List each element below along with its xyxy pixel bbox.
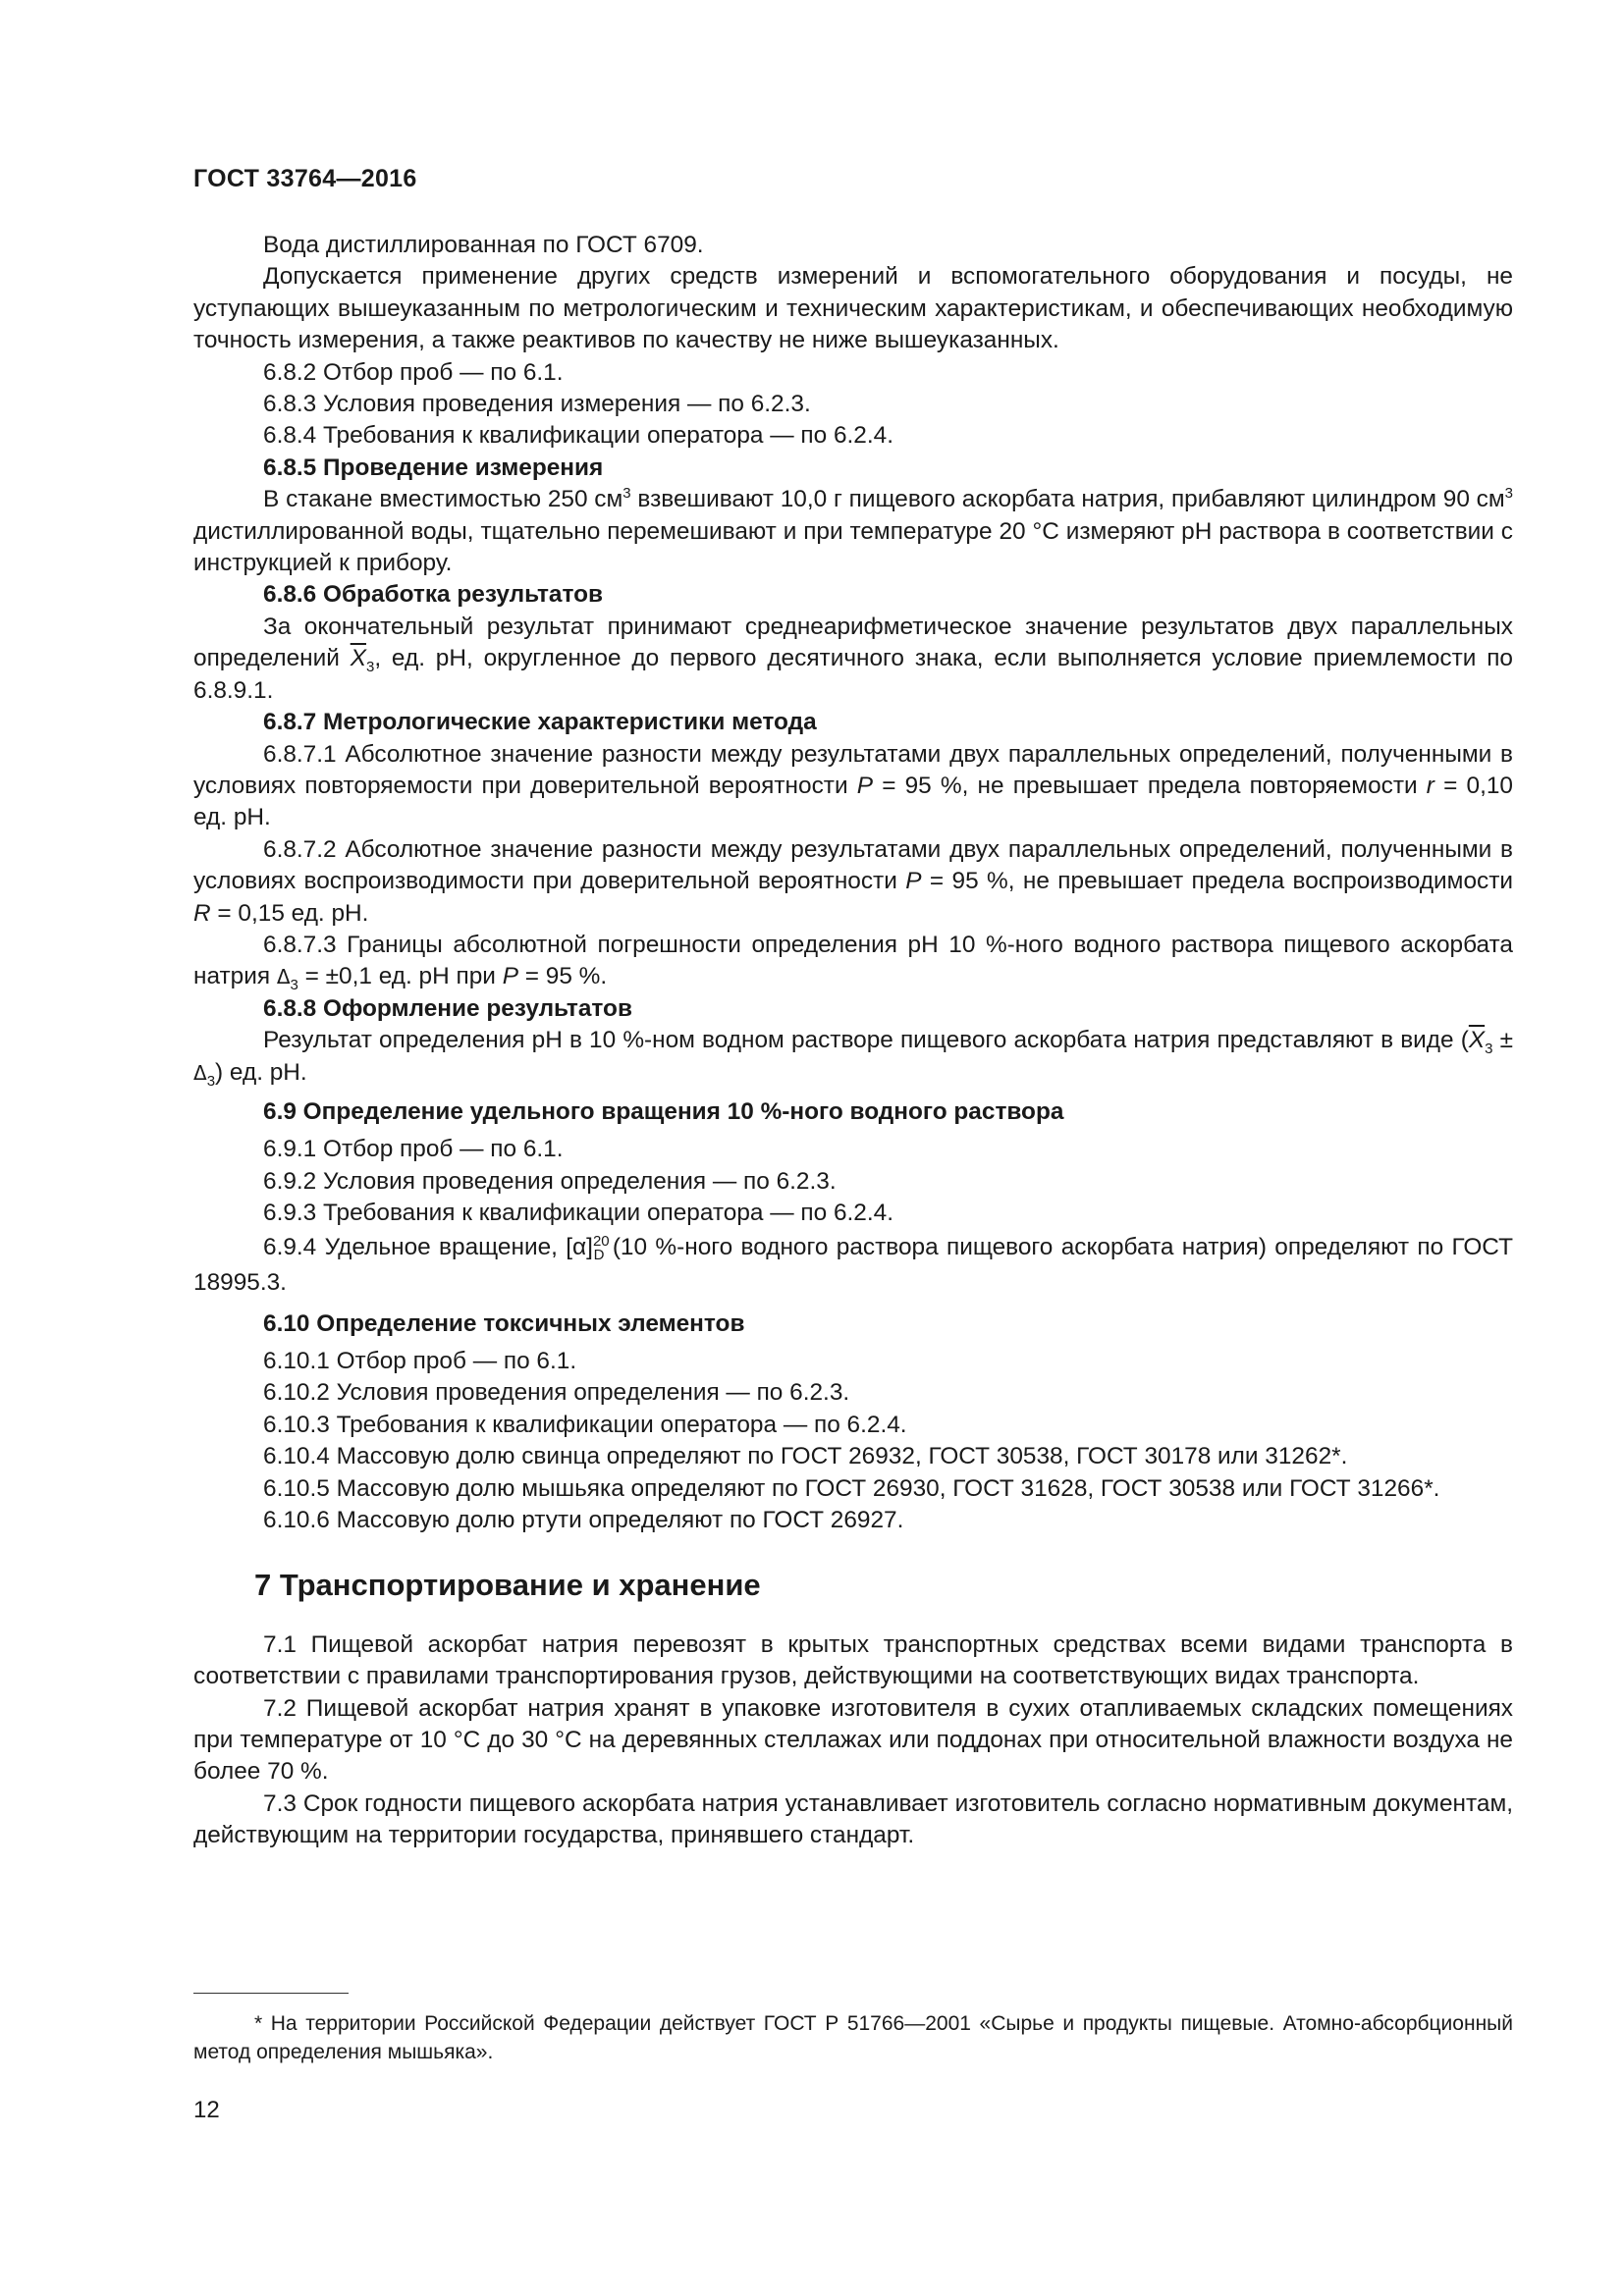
document-header: ГОСТ 33764—2016 [193,165,417,192]
clause-6-8-4: 6.8.4 Требования к квалификации оператора — по 6.2.4. [263,422,893,450]
footnote-divider [193,1993,349,1994]
clause-6-8-2: 6.8.2 Отбор проб — по 6.1. [263,358,564,386]
paragraph-6-8-8: Результат определения pH в 10 %-ном водном растворе пищевого аскорбата натрия представляют в виде $(\overline{X}_3 \pm \Delta_3)$ ед. pH. [193,1027,1513,1090]
clause-6-10-6: 6.10.6 Массовую долю ртути определяют по ГОСТ 26927. [263,1507,904,1534]
footnote-text: * На территории Российской Федерации действует ГОСТ Р 51766—2001 «Сырье и продукты пищевые. Атомно-абсорбционный метод определения мышьяка». [193,2012,1513,2063]
clause-6-10-3: 6.10.3 Требования к квалификации оператора — по 6.2.4. [263,1411,907,1438]
heading-6-8-7: 6.8.7 Метрологические характеристики метода [263,709,817,736]
clause-6-10-2: 6.10.2 Условия проведения определения — по 6.2.3. [263,1379,850,1407]
clause-6-10-5: 6.10.5 Массовую долю мышьяка определяют по ГОСТ 26930, ГОСТ 31628, ГОСТ 30538 или ГОСТ 31266*. [263,1474,1440,1502]
clause-6-9-4: 6.9.4 Удельное вращение, $[\alpha]^{20}_D$ (10 %-ного водного раствора пищевого аскорбата натрия) определяют по ГОСТ 18995.3. [193,1232,1513,1296]
clause-6-8-3: 6.8.3 Условия проведения измерения — по 6.2.3. [263,391,811,418]
clause-7-1: 7.1 Пищевой аскорбат натрия перевозят в крытых транспортных средствах всеми видами транспорта в соответствии с правилами транспортирования грузов, действующими на соответствующих видах транспорта. [193,1630,1513,1690]
heading-6-10: 6.10 Определение токсичных элементов [263,1309,745,1337]
clause-6-9-1: 6.9.1 Отбор проб — по 6.1. [263,1136,564,1163]
clause-6-8-7-2: 6.8.7.2 Абсолютное значение разности между результатами двух параллельных определений, полученными в условиях воспроизводимости при доверительной вероятности P = 95 %, не превышает предела воспроизводимости R = 0,15 ед. pH. [193,835,1514,927]
clause-6-10-1: 6.10.1 Отбор проб — по 6.1. [263,1348,577,1374]
clause-7-2: 7.2 Пищевой аскорбат натрия хранят в упаковке изготовителя в сухих отапливаемых складских помещениях при температуре от 10 °С до 30 °С на деревянных стеллажах или поддонах при относительной влажности воздуха не более 70 %. [193,1694,1513,1786]
footnote [193,2009,1513,2066]
heading-6-8-5: 6.8.5 Проведение измерения [263,454,604,481]
paragraph-water: Вода дистиллированная по ГОСТ 6709. [263,232,704,258]
heading-6-9: 6.9 Определение удельного вращения 10 %-ного водного раствора [263,1097,1064,1125]
heading-6-8-6: 6.8.6 Обработка результатов [263,581,603,609]
clause-6-9-2: 6.9.2 Условия проведения определения — по 6.2.3. [263,1167,837,1195]
paragraph-6-8-6: За окончательный результат принимают среднеарифметическое значение результатов двух параллельных определений $\overline{X}_3$, ед. pH, округленное до первого десятичного знака, если выполняется условие приемлемости по 6.8.9.1. [193,613,1513,704]
clause-6-10-4: 6.10.4 Массовую долю свинца определяют по ГОСТ 26932, ГОСТ 30538, ГОСТ 30178 или 31262*. [263,1443,1348,1470]
paragraph-allowed-equipment: Допускается применение других средств измерений и вспомогательного оборудования и посуды, не уступающих вышеуказанным по метрологическим и техническим характеристикам, и обеспечивающих необходимую точность измерения, а также реактивов по качеству не ниже вышеуказанных. [193,263,1513,354]
section-7-heading: 7 Транспортирование и хранение [254,1568,761,1603]
clause-6-8-7-1: 6.8.7.1 Абсолютное значение разности между результатами двух параллельных определений, полученными в условиях повторяемости при доверительной вероятности P = 95 %, не превышает предела повторяемости r = 0,10 ед. pH. [193,740,1513,831]
paragraph-6-8-5: В стакане вместимостью 250 $см^3$ взвешивают 10,0 г пищевого аскорбата натрия, прибавляют цилиндром 90 $см^3$ дистиллированной воды, тщательно перемешивают и при температуре 20 °С измеряют pH раствора в соответствии с инструкцией к прибору. [193,485,1513,577]
clause-6-9-3: 6.9.3 Требования к квалификации оператора — по 6.2.4. [263,1200,893,1227]
heading-6-8-8: 6.8.8 Оформление результатов [263,994,632,1022]
clause-6-8-7-3: 6.8.7.3 Границы абсолютной погрешности определения pH 10 %-ного водного раствора пищевого аскорбата натрия $\Delta_3 = \pm 0,1$ ед. pH при P = 95 %. [193,931,1513,994]
document-body [193,230,1513,1852]
page-number: 12 [193,2097,220,2123]
clause-7-3: 7.3 Срок годности пищевого аскорбата натрия устанавливает изготовитель согласно нормативным документам, действующим на территории государства, принявшего стандарт. [193,1789,1513,1849]
